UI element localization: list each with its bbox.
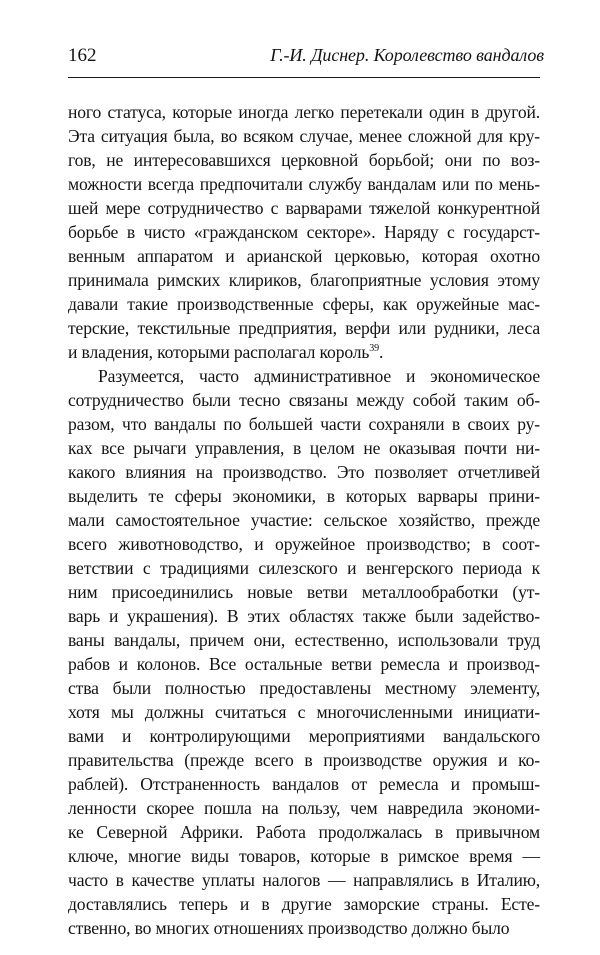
text-line — [68, 508, 540, 532]
paragraph — [68, 364, 540, 940]
line-text: и владения, которыми располагал король — [68, 342, 370, 362]
line-text: ства были полностью предоставлены местному элементу, — [68, 678, 540, 698]
line-text: ленности скорее пошла на пользу, чем навредила экономи- — [68, 798, 540, 818]
running-title: Г.-И. Диснер. Королевство вандалов — [270, 45, 544, 65]
line-text: терские, текстильные предприятия, верфи или рудники, леса — [68, 318, 540, 338]
text-line — [68, 748, 540, 772]
text-line — [68, 796, 540, 820]
text-line — [68, 604, 540, 628]
text-line — [68, 844, 540, 868]
line-text: вами и контролирующими мероприятиями вандальского — [68, 726, 540, 746]
text-line — [68, 532, 540, 556]
line-text-tail: . — [378, 342, 384, 362]
text-line — [68, 196, 540, 220]
line-text: Разумеется, часто административное и экономическое — [98, 366, 540, 386]
text-line — [68, 460, 540, 484]
page-header — [68, 41, 544, 78]
line-text: какого влияния на производство. Это позволяет отчетливей — [68, 462, 540, 482]
text-line — [68, 124, 540, 148]
text-line — [68, 700, 540, 724]
line-text: разом, что вандалы по большей части сохраняли в своих ру- — [68, 414, 540, 434]
line-text: можности всегда предпочитали службу вандалам или по мень- — [68, 174, 540, 194]
line-text: рабов и колонов. Все остальные ветви ремесла и производ- — [68, 654, 540, 674]
text-line — [68, 148, 540, 172]
text-line — [68, 340, 540, 364]
line-text: гов, не интересовавшихся церковной борьбой; они по воз- — [68, 150, 540, 170]
line-text: борьбе в чисто «гражданском секторе». Наряду с государст- — [68, 222, 540, 242]
text-line — [68, 484, 540, 508]
line-text: варь и украшения). В этих областях также были задейство- — [68, 606, 540, 626]
line-text: сотрудничество были тесно связаны между собой таким об- — [68, 390, 540, 410]
footnote-marker: 39 — [369, 343, 379, 355]
line-text: ваны вандалы, причем они, естественно, использовали труд — [68, 630, 540, 650]
text-line — [68, 220, 540, 244]
text-line — [68, 628, 540, 652]
text-line — [68, 676, 540, 700]
text-line — [68, 916, 540, 940]
line-text: давали такие производственные сферы, как оружейные мас- — [68, 294, 540, 314]
line-text: часто в качестве уплаты налогов — направлялись в Италию, — [68, 870, 540, 890]
line-text: всего животноводство, и оружейное производство; в соот- — [68, 534, 540, 554]
line-text: шей мере сотрудничество с варварами тяжелой конкурентной — [68, 198, 540, 218]
text-line — [68, 244, 540, 268]
line-text: ках все рычаги управления, в целом не оказывая почти ни- — [68, 438, 540, 458]
line-text: Эта ситуация была, во всяком случае, менее сложной для кру- — [68, 126, 540, 146]
text-line — [68, 772, 540, 796]
line-text: ним присоединились новые ветви металлообработки (ут- — [68, 582, 540, 602]
body-text — [68, 100, 540, 940]
text-line — [68, 820, 540, 844]
text-line — [68, 268, 540, 292]
line-text: ке Северной Африки. Работа продолжалась в привычном — [68, 822, 540, 842]
paragraph — [68, 100, 540, 364]
text-line — [68, 316, 540, 340]
text-line — [68, 364, 540, 388]
line-text: мали самостоятельное участие: сельское хозяйство, прежде — [68, 510, 540, 530]
text-line — [68, 292, 540, 316]
text-line — [68, 580, 540, 604]
line-text: принимала римских клириков, благоприятные условия этому — [68, 270, 540, 290]
text-line — [68, 388, 540, 412]
text-line — [68, 172, 540, 196]
line-text: доставлялись теперь и в другие заморские страны. Есте- — [68, 894, 540, 914]
text-line — [68, 556, 540, 580]
line-text: раблей). Отстраненность вандалов от ремесла и промыш- — [68, 774, 540, 794]
text-line — [68, 652, 540, 676]
line-text: правительства (прежде всего в производстве оружия и ко- — [68, 750, 540, 770]
line-text: ного статуса, которые иногда легко перетекали один в другой. — [68, 102, 540, 122]
text-line — [68, 892, 540, 916]
page-number: 162 — [68, 45, 97, 66]
line-text: венным аппаратом и арианской церковью, которая охотно — [68, 246, 540, 266]
line-text: ветствии с традициями силезского и венгерского периода к — [68, 558, 540, 578]
text-line — [68, 868, 540, 892]
text-line — [68, 436, 540, 460]
line-text: ключе, многие виды товаров, которые в римское время — — [68, 846, 540, 866]
line-text: выделить те сферы экономики, в которых варвары прини- — [68, 486, 540, 506]
text-line — [68, 100, 540, 124]
text-line — [68, 724, 540, 748]
line-text: ственно, во многих отношениях производство должно было — [68, 918, 510, 938]
text-line — [68, 412, 540, 436]
line-text: хотя мы должны считаться с многочисленными инициати- — [68, 702, 540, 722]
